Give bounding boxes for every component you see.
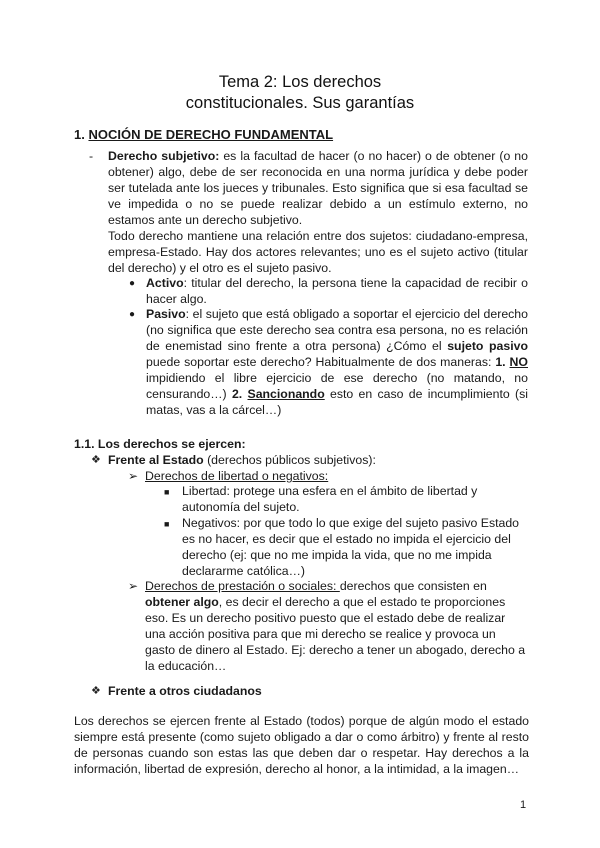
pasivo-item: Pasivo: el sujeto que está obligado a soportar el ejercicio del derecho (no significa que este derecho sea contra esa persona, no es relación de enemistad sino frente a otra persona) ¿Cómo el sujeto pasivo puede soportar este derecho? Habitualmente de dos maneras: 1. NO impidiendo el libre ejercicio de ese derecho (no matando, no censurando…) 2. Sancionando esto en caso de incumplimiento (si matas, vas a la cárcel…) [146, 307, 528, 417]
diamond-bullet-icon: ❖ [91, 454, 101, 466]
title-line-1: Tema 2: Los derechos [218, 73, 382, 91]
prestacion-item: Derechos de prestación o sociales: derechos que consisten en obtener algo, es decir el derecho a que el estado te proporciones eso. Es un derecho positivo puesto que el estado debe de realizar una acción positiva para que mi derecho se realice y provoca un gasto de dinero al Estado. Ej: derecho a tener un abogado, derecho a la educación… [145, 579, 526, 673]
diamond-bullet-icon: ❖ [91, 685, 101, 697]
page-title [0, 72, 600, 114]
dash-marker: - [89, 149, 94, 163]
relacion-paragraph: Todo derecho mantiene una relación entre dos sujetos: ciudadano-empresa, empresa-Estado. Hay dos actores relevantes; uno es el sujeto activo (titular del derecho) y el otro es el sujeto pasivo. [108, 229, 528, 275]
libertad-heading: Derechos de libertad o negativos: [145, 469, 329, 483]
title-line-2: constitucionales. Sus garantías [185, 94, 415, 112]
bullet-pasivo: ● [129, 309, 136, 320]
square-bullet-icon: ■ [164, 519, 170, 529]
page-number: 1 [520, 799, 527, 811]
square-bullet-icon: ■ [164, 487, 170, 497]
section-1-heading-text: NOCIÓN DE DERECHO FUNDAMENTAL [88, 127, 334, 142]
section-1-1-heading: 1.1. Los derechos se ejercen: [74, 437, 246, 451]
derecho-subjetivo-definition: Derecho subjetivo: es la facultad de hacer (o no hacer) o de obtener (o no obtener) algo, debe de ser reconocida en una norma jurídica y debe poder ser tutelada ante los jueces y tribunales. Esto significa que si esa facultad se ve impedida o no se puede realizar debido a un estímulo externo, no estamos ante un derecho subjetivo. [108, 149, 528, 227]
libertad-item: Libertad: protege una esfera en el ámbito de libertad y autonomía del sujeto. [182, 484, 478, 514]
negativos-item: Negativos: por que todo lo que exige del sujeto pasivo Estado es no hacer, es decir que el estado no impida el ejercicio del derecho (ej: que no me impida la vida, que no me impida declararme católica…) [182, 516, 520, 578]
derecho-subjetivo-block [108, 148, 528, 276]
arrow-bullet-icon: ➢ [128, 579, 139, 593]
section-1-heading: 1. NOCIÓN DE DERECHO FUNDAMENTAL [74, 127, 334, 142]
frente-estado-item: Frente al Estado (derechos públicos subjetivos): [108, 453, 376, 467]
bullet-activo: ● [129, 278, 136, 289]
closing-paragraph: Los derechos se ejercen frente al Estado (todos) porque de algún modo el estado siempre está presente (como sujeto obligado a dar o como árbitro) y frente al resto de personas cuando son estas las que deben dar o respetar. Hay derechos a la información, libertad de expresión, derecho al honor, a la intimidad, a la imagen… [74, 714, 529, 776]
activo-item: Activo: titular del derecho, la persona tiene la capacidad de recibir o hacer algo. [146, 276, 528, 306]
arrow-bullet-icon: ➢ [128, 469, 139, 483]
frente-ciudadanos-item: Frente a otros ciudadanos [108, 684, 262, 698]
